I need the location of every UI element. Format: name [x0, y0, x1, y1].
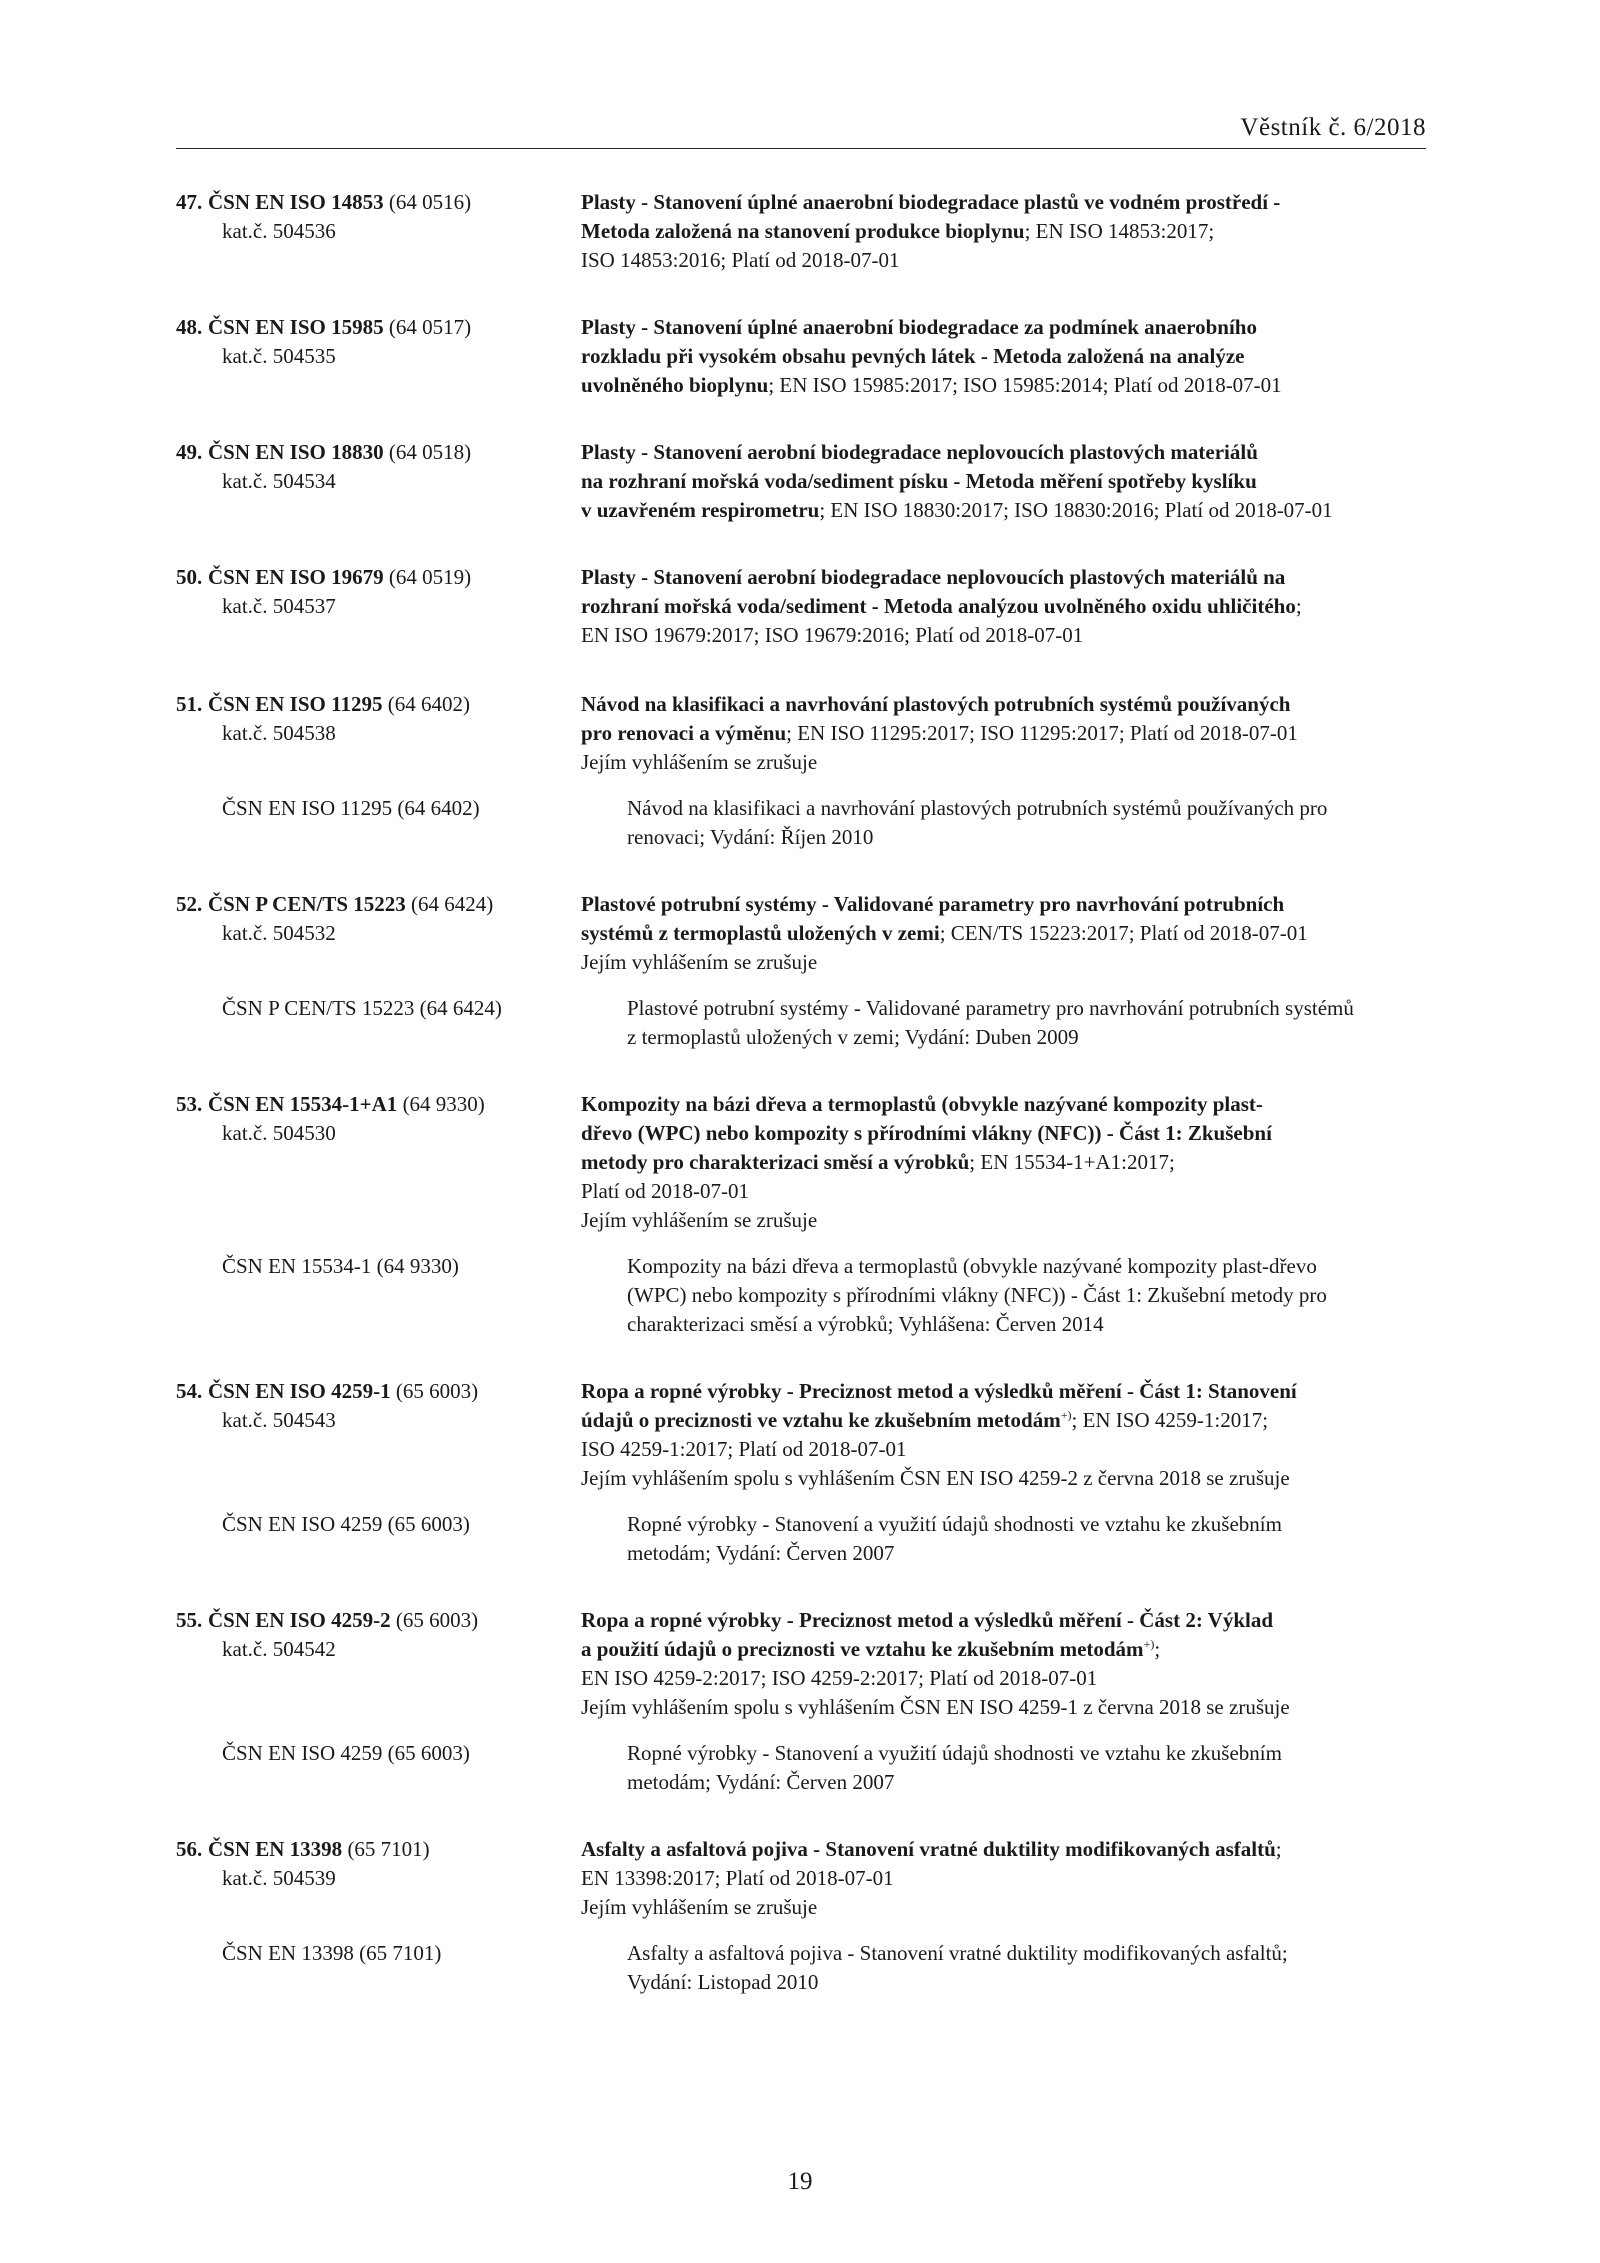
- standard-main-row: [176, 1377, 1426, 1493]
- replaced-standard-title: [627, 994, 1426, 1052]
- standard-entry: [176, 1606, 1426, 1797]
- title-plain-text: ; EN 15534-1+A1:2017;: [969, 1150, 1175, 1174]
- standard-designation: [176, 1377, 581, 1493]
- catalog-number: kat.č. 504530: [222, 1121, 336, 1145]
- replaced-standard-row: [176, 794, 1426, 852]
- standard-code: ČSN EN ISO 4259-1: [208, 1379, 391, 1403]
- replaced-title-line: Ropné výrobky - Stanovení a využití údajů shodnosti ve vztahu ke zkušebním: [627, 1512, 1282, 1536]
- replaced-standard-title: [627, 1739, 1426, 1797]
- standard-main-row: [176, 563, 1426, 650]
- standard-entry: [176, 438, 1426, 525]
- title-plain-text: ; EN ISO 15985:2017; ISO 15985:2014; Platí od 2018-07-01: [768, 373, 1282, 397]
- standard-main-row: [176, 890, 1426, 977]
- title-line: [581, 719, 1426, 748]
- standard-code: ČSN EN ISO 19679: [208, 565, 384, 589]
- standard-designation: [176, 1835, 581, 1922]
- replaced-standard-code: ČSN EN ISO 11295 (64 6402): [222, 796, 480, 820]
- title-line: [581, 467, 1426, 496]
- title-line: [581, 1864, 1426, 1893]
- title-line: [581, 1835, 1426, 1864]
- standard-main-row: [176, 690, 1426, 777]
- standards-list: [176, 188, 1426, 2035]
- standard-title: [581, 313, 1426, 400]
- entry-number: 53.: [176, 1092, 203, 1116]
- standard-code: ČSN EN 15534-1+A1: [208, 1092, 398, 1116]
- classification-code: (64 0519): [383, 565, 472, 589]
- standard-code: ČSN EN ISO 11295: [208, 692, 383, 716]
- title-plain-text: ; CEN/TS 15223:2017; Platí od 2018-07-01: [939, 921, 1308, 945]
- standard-title: [581, 1835, 1426, 1922]
- standard-title: [581, 1090, 1426, 1235]
- title-line: [581, 890, 1426, 919]
- standard-title: [581, 188, 1426, 275]
- standard-entry: [176, 1090, 1426, 1339]
- title-line: [581, 1664, 1426, 1693]
- title-plain-text: Platí od 2018-07-01: [581, 1179, 749, 1203]
- standard-entry: [176, 690, 1426, 852]
- classification-code: (65 7101): [342, 1837, 430, 1861]
- title-plain-text: ; EN ISO 18830:2017; ISO 18830:2016; Platí od 2018-07-01: [819, 498, 1333, 522]
- title-plain-text: Jejím vyhlášením se zrušuje: [581, 750, 818, 774]
- entry-number: 50.: [176, 565, 203, 589]
- title-line: [581, 313, 1426, 342]
- title-line: [581, 919, 1426, 948]
- replaced-standard-row: [176, 1739, 1426, 1797]
- entry-number: 54.: [176, 1379, 203, 1403]
- title-line: [581, 1177, 1426, 1206]
- classification-code: (64 0518): [383, 440, 472, 464]
- title-bold-text: uvolněného bioplynu: [581, 373, 769, 397]
- standard-entry: [176, 1377, 1426, 1568]
- title-plain-text: Jejím vyhlášením spolu s vyhlášením ČSN EN ISO 4259-1 z června 2018 se zrušuje: [581, 1695, 1290, 1719]
- classification-code: (64 9330): [397, 1092, 485, 1116]
- replaced-title-line: z termoplastů uložených v zemi; Vydání: Duben 2009: [627, 1025, 1079, 1049]
- title-line: [581, 1406, 1426, 1435]
- replaced-title-line: Kompozity na bázi dřeva a termoplastů (obvykle nazývané kompozity plast-dřevo: [627, 1254, 1317, 1278]
- catalog-number: kat.č. 504538: [222, 721, 336, 745]
- standard-designation: [176, 563, 581, 650]
- title-line: [581, 217, 1426, 246]
- entry-number: 47.: [176, 190, 203, 214]
- standard-designation: [176, 1606, 581, 1722]
- title-plain-text: ;: [1295, 594, 1302, 618]
- replaced-title-line: charakterizaci směsí a výrobků; Vyhlášena: Červen 2014: [627, 1312, 1104, 1336]
- replaced-title-line: Asfalty a asfaltová pojiva - Stanovení vratné duktility modifikovaných asfaltů;: [627, 1941, 1288, 1965]
- entry-number: 51.: [176, 692, 203, 716]
- replaced-standard-row: [176, 1252, 1426, 1339]
- title-bold-text: Asfalty a asfaltová pojiva - Stanovení vratné duktility modifikovaných asfaltů: [581, 1837, 1276, 1861]
- title-line: [581, 342, 1426, 371]
- title-line: [581, 1635, 1426, 1664]
- title-bold-text: metody pro charakterizaci směsí a výrobků: [581, 1150, 970, 1174]
- standard-designation: [176, 313, 581, 400]
- title-line: [581, 621, 1426, 650]
- page-header: [176, 108, 1426, 149]
- standard-code: ČSN EN ISO 4259-2: [208, 1608, 391, 1632]
- title-plain-text: Jejím vyhlášením se zrušuje: [581, 1895, 818, 1919]
- catalog-number: kat.č. 504539: [222, 1866, 336, 1890]
- journal-issue-title: Věstník č. 6/2018: [1240, 114, 1426, 141]
- entry-number: 56.: [176, 1837, 203, 1861]
- title-plain-text: ; EN ISO 4259-1:2017;: [1071, 1408, 1269, 1432]
- title-bold-text: na rozhraní mořská voda/sediment písku - Metoda měření spotřeby kyslíku: [581, 469, 1257, 493]
- standard-entry: [176, 1835, 1426, 1997]
- title-plain-text: ; EN ISO 14853:2017;: [1024, 219, 1215, 243]
- title-line: [581, 690, 1426, 719]
- title-bold-text: Návod na klasifikaci a navrhování plastových potrubních systémů používaných: [581, 692, 1291, 716]
- standard-designation: [176, 890, 581, 977]
- standard-main-row: [176, 313, 1426, 400]
- standard-title: [581, 690, 1426, 777]
- standard-main-row: [176, 188, 1426, 275]
- standard-designation: [176, 188, 581, 275]
- title-line: [581, 1435, 1426, 1464]
- title-bold-text: dřevo (WPC) nebo kompozity s přírodními vlákny (NFC)) - Část 1: Zkušební: [581, 1121, 1272, 1145]
- standard-main-row: [176, 1090, 1426, 1235]
- title-bold-text: Plasty - Stanovení aerobní biodegradace neplovoucích plastových materiálů: [581, 440, 1258, 464]
- standard-title: [581, 1377, 1426, 1493]
- classification-code: (65 6003): [390, 1608, 479, 1632]
- title-line: [581, 1693, 1426, 1722]
- title-line: [581, 1090, 1426, 1119]
- standard-code: ČSN EN ISO 14853: [208, 190, 384, 214]
- replaced-title-line: Plastové potrubní systémy - Validované parametry pro navrhování potrubních systémů: [627, 996, 1354, 1020]
- title-plain-text: ; EN ISO 11295:2017; ISO 11295:2017; Platí od 2018-07-01: [786, 721, 1298, 745]
- title-line: [581, 1464, 1426, 1493]
- standard-entry: [176, 563, 1426, 650]
- classification-code: (64 0516): [383, 190, 472, 214]
- replaced-standard-row: [176, 994, 1426, 1052]
- title-line: [581, 188, 1426, 217]
- catalog-number: kat.č. 504532: [222, 921, 336, 945]
- title-bold-text: pro renovaci a výměnu: [581, 721, 787, 745]
- title-line: [581, 563, 1426, 592]
- title-bold-text: rozhraní mořská voda/sediment - Metoda analýzou uvolněného oxidu uhličitého: [581, 594, 1296, 618]
- classification-code: (64 0517): [383, 315, 472, 339]
- title-bold-text: Plasty - Stanovení aerobní biodegradace neplovoucích plastových materiálů na: [581, 565, 1286, 589]
- catalog-number: kat.č. 504542: [222, 1637, 336, 1661]
- title-line: [581, 1893, 1426, 1922]
- title-bold-text: v uzavřeném respirometru: [581, 498, 820, 522]
- replaced-standard-code: ČSN EN ISO 4259 (65 6003): [222, 1512, 470, 1536]
- title-plain-text: Jejím vyhlášením se zrušuje: [581, 1208, 818, 1232]
- title-bold-text: Ropa a ropné výrobky - Preciznost metod a výsledků měření - Část 2: Výklad: [581, 1608, 1274, 1632]
- catalog-number: kat.č. 504534: [222, 469, 336, 493]
- title-plain-text: ;: [1154, 1637, 1161, 1661]
- title-bold-text: Plastové potrubní systémy - Validované parametry pro navrhování potrubních: [581, 892, 1285, 916]
- title-bold-text: Plasty - Stanovení úplné anaerobní biodegradace za podmínek anaerobního: [581, 315, 1257, 339]
- standard-title: [581, 563, 1426, 650]
- standard-main-row: [176, 1606, 1426, 1722]
- replaced-title-line: Ropné výrobky - Stanovení a využití údajů shodnosti ve vztahu ke zkušebním: [627, 1741, 1282, 1765]
- title-line: [581, 1119, 1426, 1148]
- classification-code: (64 6402): [382, 692, 470, 716]
- standard-title: [581, 890, 1426, 977]
- catalog-number: kat.č. 504536: [222, 219, 336, 243]
- replaced-title-line: metodám; Vydání: Červen 2007: [627, 1770, 895, 1794]
- title-line: [581, 371, 1426, 400]
- standard-code: ČSN EN ISO 15985: [208, 315, 384, 339]
- title-bold-text: systémů z termoplastů uložených v zemi: [581, 921, 940, 945]
- title-plain-text: EN ISO 4259-2:2017; ISO 4259-2:2017; Platí od 2018-07-01: [581, 1666, 1098, 1690]
- standard-code: ČSN EN 13398: [208, 1837, 343, 1861]
- replaced-title-line: Návod na klasifikaci a navrhování plastových potrubních systémů používaných pro: [627, 796, 1328, 820]
- replaced-title-line: Vydání: Listopad 2010: [627, 1970, 819, 1994]
- title-plain-text: ISO 14853:2016; Platí od 2018-07-01: [581, 248, 900, 272]
- footnote-mark: +): [1060, 1408, 1072, 1422]
- standard-title: [581, 438, 1426, 525]
- title-line: [581, 438, 1426, 467]
- replaced-standard-title: [627, 794, 1426, 852]
- standard-entry: [176, 188, 1426, 275]
- replaced-standard-title: [627, 1252, 1426, 1339]
- title-bold-text: a použití údajů o preciznosti ve vztahu ke zkušebním metodám: [581, 1637, 1144, 1661]
- title-plain-text: Jejím vyhlášením se zrušuje: [581, 950, 818, 974]
- title-bold-text: Ropa a ropné výrobky - Preciznost metod a výsledků měření - Část 1: Stanovení: [581, 1379, 1297, 1403]
- title-line: [581, 748, 1426, 777]
- standard-main-row: [176, 1835, 1426, 1922]
- standard-designation: [176, 438, 581, 525]
- entry-number: 55.: [176, 1608, 203, 1632]
- standard-entry: [176, 313, 1426, 400]
- title-line: [581, 496, 1426, 525]
- replaced-standard-row: [176, 1939, 1426, 1997]
- footnote-mark: +): [1143, 1637, 1155, 1651]
- replaced-title-line: renovaci; Vydání: Říjen 2010: [627, 825, 874, 849]
- replaced-standard-code: ČSN EN 15534-1 (64 9330): [222, 1254, 459, 1278]
- standard-designation: [176, 690, 581, 777]
- entry-number: 52.: [176, 892, 203, 916]
- replaced-standard-code: ČSN EN ISO 4259 (65 6003): [222, 1741, 470, 1765]
- standard-entry: [176, 890, 1426, 1052]
- replaced-title-line: (WPC) nebo kompozity s přírodními vlákny (NFC)) - Část 1: Zkušební metody pro: [627, 1283, 1327, 1307]
- entry-number: 49.: [176, 440, 203, 464]
- catalog-number: kat.č. 504535: [222, 344, 336, 368]
- standard-title: [581, 1606, 1426, 1722]
- catalog-number: kat.č. 504537: [222, 594, 336, 618]
- entry-number: 48.: [176, 315, 203, 339]
- replaced-standard-title: [627, 1510, 1426, 1568]
- title-plain-text: ISO 4259-1:2017; Platí od 2018-07-01: [581, 1437, 907, 1461]
- replaced-title-line: metodám; Vydání: Červen 2007: [627, 1541, 895, 1565]
- replaced-standard-row: [176, 1510, 1426, 1568]
- standard-code: ČSN EN ISO 18830: [208, 440, 384, 464]
- title-line: [581, 592, 1426, 621]
- standard-code: ČSN P CEN/TS 15223: [208, 892, 406, 916]
- title-line: [581, 1377, 1426, 1406]
- title-line: [581, 246, 1426, 275]
- standard-designation: [176, 1090, 581, 1235]
- title-plain-text: EN ISO 19679:2017; ISO 19679:2016; Platí od 2018-07-01: [581, 623, 1084, 647]
- replaced-standard-code: ČSN EN 13398 (65 7101): [222, 1941, 442, 1965]
- title-bold-text: Plasty - Stanovení úplné anaerobní biodegradace plastů ve vodném prostředí -: [581, 190, 1281, 214]
- title-plain-text: ;: [1275, 1837, 1282, 1861]
- title-bold-text: Kompozity na bázi dřeva a termoplastů (obvykle nazývané kompozity plast-: [581, 1092, 1263, 1116]
- replaced-standard-title: [627, 1939, 1426, 1997]
- title-bold-text: Metoda založená na stanovení produkce bioplynu: [581, 219, 1025, 243]
- classification-code: (65 6003): [390, 1379, 479, 1403]
- title-line: [581, 1148, 1426, 1177]
- classification-code: (64 6424): [405, 892, 494, 916]
- title-line: [581, 1606, 1426, 1635]
- title-plain-text: Jejím vyhlášením spolu s vyhlášením ČSN EN ISO 4259-2 z června 2018 se zrušuje: [581, 1466, 1290, 1490]
- title-line: [581, 948, 1426, 977]
- title-plain-text: EN 13398:2017; Platí od 2018-07-01: [581, 1866, 894, 1890]
- title-bold-text: rozkladu při vysokém obsahu pevných látek - Metoda založená na analýze: [581, 344, 1245, 368]
- page-number: 19: [787, 2168, 813, 2195]
- standard-main-row: [176, 438, 1426, 525]
- title-bold-text: údajů o preciznosti ve vztahu ke zkušebním metodám: [581, 1408, 1061, 1432]
- title-line: [581, 1206, 1426, 1235]
- catalog-number: kat.č. 504543: [222, 1408, 336, 1432]
- replaced-standard-code: ČSN P CEN/TS 15223 (64 6424): [222, 996, 502, 1020]
